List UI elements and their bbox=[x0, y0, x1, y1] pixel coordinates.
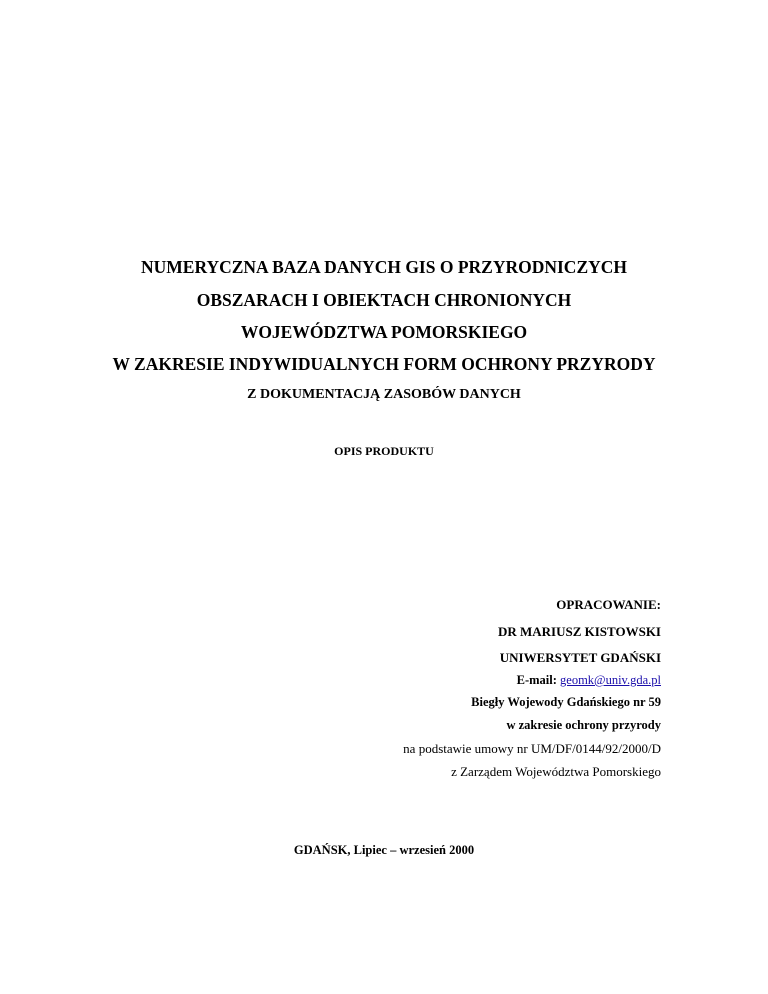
title-line-4: W ZAKRESIE INDYWIDUALNYCH FORM OCHRONY PRZYRODY bbox=[112, 354, 656, 374]
title-line-2: OBSZARACH I OBIEKTACH CHRONIONYCH bbox=[196, 290, 572, 310]
author-name: DR MARIUSZ KISTOWSKI bbox=[497, 624, 661, 639]
expert-line-1: Biegły Wojewody Gdańskiego nr 59 bbox=[471, 695, 661, 709]
place-date: GDAŃSK, Lipiec – wrzesień 2000 bbox=[293, 843, 475, 857]
author-email-line bbox=[517, 673, 661, 688]
author-institution: UNIWERSYTET GDAŃSKI bbox=[499, 650, 661, 665]
document-subtitle: OPIS PRODUKTU bbox=[334, 444, 434, 458]
title-line-1: NUMERYCZNA BAZA DANYCH GIS O PRZYRODNICZYCH bbox=[140, 257, 628, 277]
contract-line-2: z Zarządem Województwa Pomorskiego bbox=[451, 764, 661, 779]
title-line-3: WOJEWÓDZTWA POMORSKIEGO bbox=[240, 322, 528, 342]
email-label: E-mail: bbox=[516, 673, 561, 687]
email-link[interactable]: geomk@univ.gda.pl bbox=[560, 673, 661, 687]
expert-line-2: w zakresie ochrony przyrody bbox=[506, 718, 661, 732]
title-line-5: Z DOKUMENTACJĄ ZASOBÓW DANYCH bbox=[247, 387, 521, 402]
author-heading: OPRACOWANIE: bbox=[556, 597, 661, 612]
contract-line-1: na podstawie umowy nr UM/DF/0144/92/2000/D bbox=[403, 741, 661, 756]
